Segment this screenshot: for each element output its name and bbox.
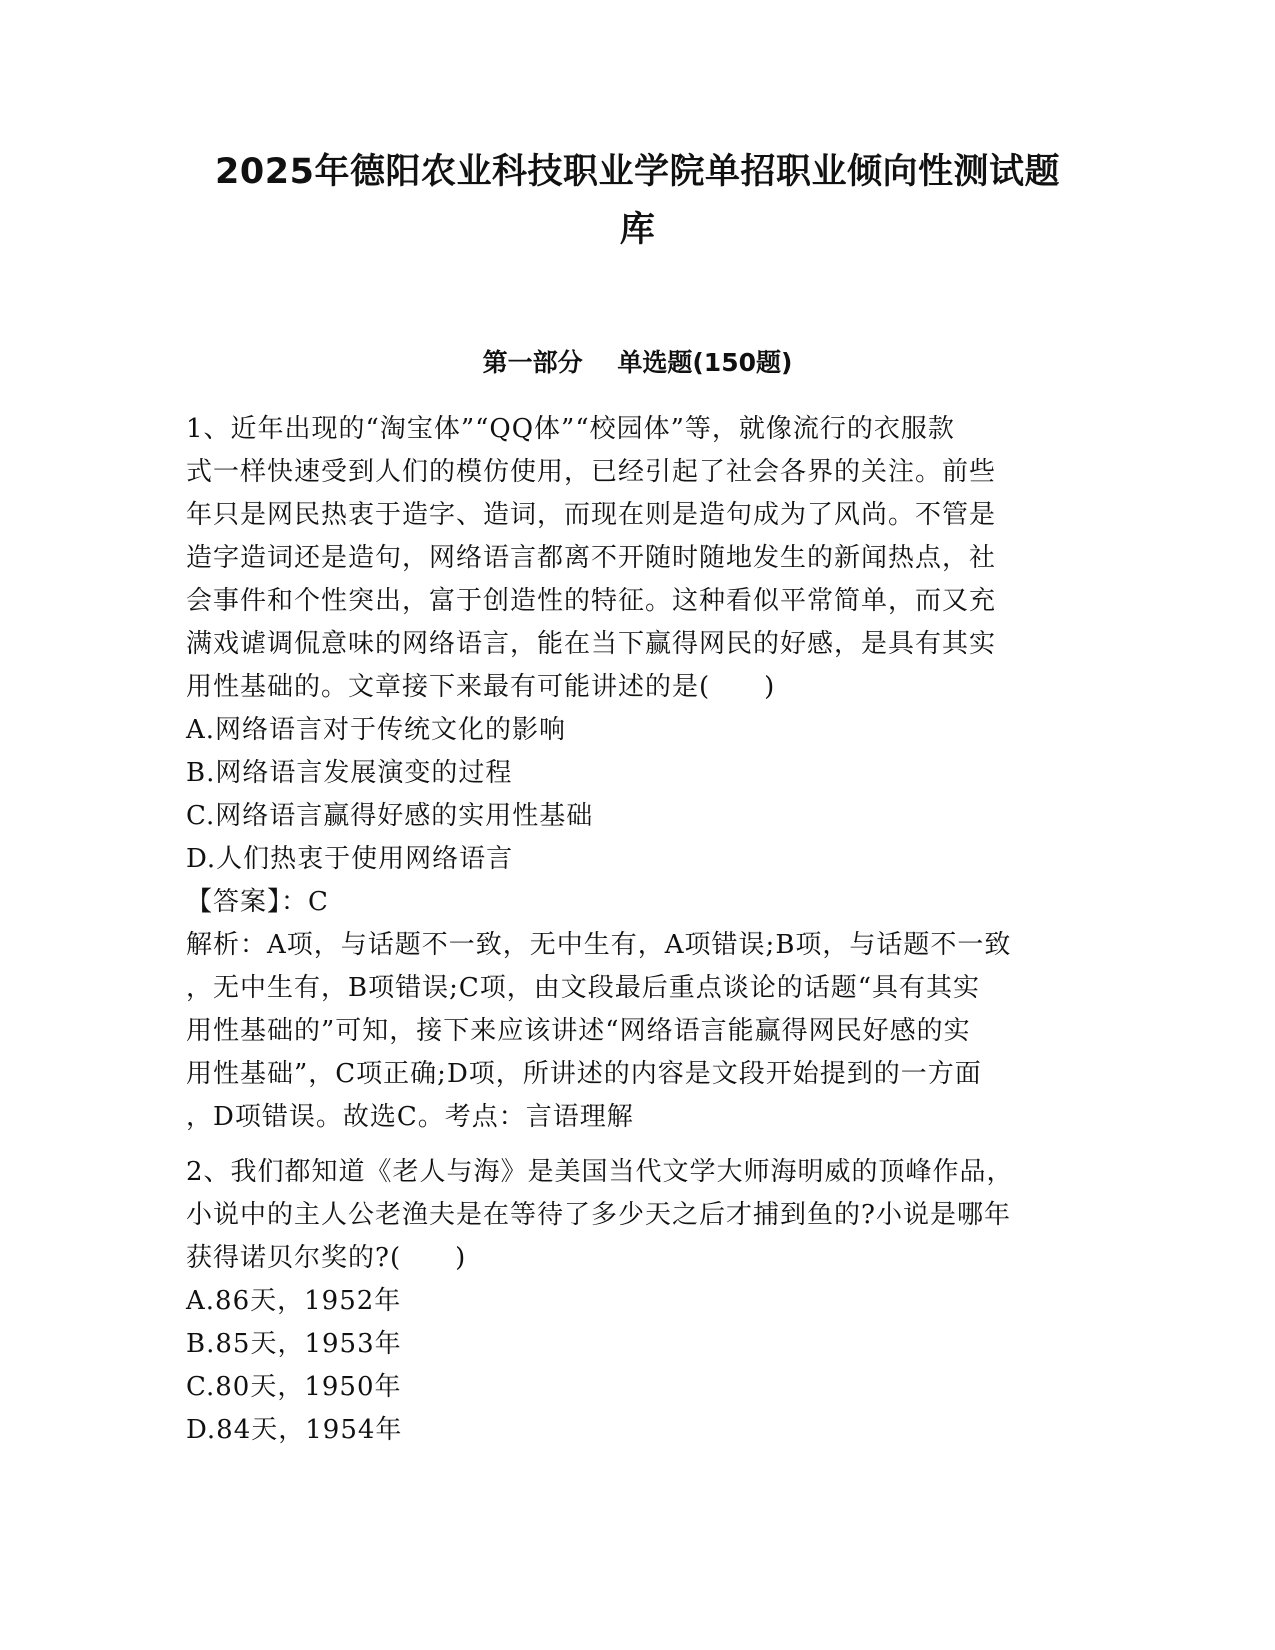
question-list [186, 408, 1086, 1452]
question-2 [186, 1151, 1086, 1452]
option-d: D.人们热衷于使用网络语言 [186, 844, 514, 874]
question-1-analysis [186, 924, 1086, 1139]
analysis-line: 用性基础的”可知，接下来应该讲述“网络语言能赢得网民好感的实 [186, 1016, 971, 1046]
question-stem-line: 会事件和个性突出，富于创造性的特征。这种看似平常简单，而又充 [186, 586, 997, 616]
question-spacer [186, 1139, 1086, 1151]
option-c: C.网络语言赢得好感的实用性基础 [186, 801, 594, 831]
question-stem-line: 用性基础的。文章接下来最有可能讲述的是( ) [186, 672, 776, 702]
section-title: 第一部分 单选题(150题) [482, 348, 793, 377]
question-stem-line: 年只是网民热衷于造字、造词，而现在则是造句成为了风尚。不管是 [186, 500, 997, 530]
analysis-line: ，无中生有，B项错误;C项，由文段最后重点谈论的话题“具有其实 [186, 973, 981, 1003]
title-line-2: 库 [619, 210, 656, 250]
option-a: A.86天，1952年 [186, 1286, 402, 1316]
question-stem-line: 造字造词还是造句，网络语言都离不开随时随地发生的新闻热点，社 [186, 543, 997, 573]
option-c: C.80天，1950年 [186, 1372, 402, 1402]
question-2-stem [186, 1151, 1086, 1280]
question-1-options [186, 709, 1086, 881]
question-2-options [186, 1280, 1086, 1452]
option-d: D.84天，1954年 [186, 1415, 403, 1445]
option-a: A.网络语言对于传统文化的影响 [186, 715, 567, 745]
question-stem-line: 获得诺贝尔奖的?( ) [186, 1243, 467, 1273]
question-1 [186, 408, 1086, 1139]
option-b: B.85天，1953年 [186, 1329, 402, 1359]
analysis-line: ，D项错误。故选C。考点：言语理解 [186, 1102, 634, 1132]
document-title [170, 143, 1105, 259]
title-line-1: 2025年德阳农业科技职业学院单招职业倾向性测试题 [215, 152, 1060, 192]
analysis-line: 用性基础”，C项正确;D项，所讲述的内容是文段开始提到的一方面 [186, 1059, 982, 1089]
question-1-stem [186, 408, 1086, 709]
question-stem-line: 小说中的主人公老渔夫是在等待了多少天之后才捕到鱼的?小说是哪年 [186, 1200, 1011, 1230]
question-stem-line: 1、近年出现的“淘宝体”“QQ体”“校园体”等，就像流行的衣服款 [186, 414, 955, 444]
question-stem-line: 满戏谑调侃意味的网络语言，能在当下赢得网民的好感，是具有其实 [186, 629, 997, 659]
option-b: B.网络语言发展演变的过程 [186, 758, 513, 788]
question-stem-line: 2、我们都知道《老人与海》是美国当代文学大师海明威的顶峰作品， [186, 1157, 1014, 1187]
analysis-line: 解析：A项，与话题不一致，无中生有，A项错误;B项，与话题不一致 [186, 930, 1012, 960]
answer-label: 【答案】：C [186, 887, 329, 917]
question-stem-line: 式一样快速受到人们的模仿使用，已经引起了社会各界的关注。前些 [186, 457, 997, 487]
